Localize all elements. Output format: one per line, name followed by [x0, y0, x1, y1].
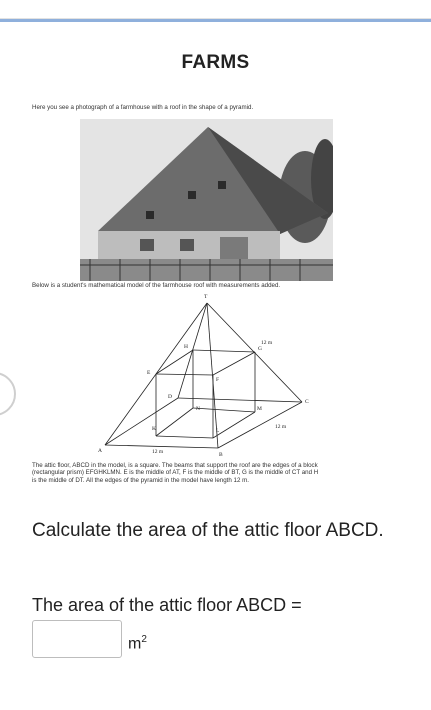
- length-right: 12 m: [275, 424, 287, 430]
- pyramid-model-diagram: [90, 290, 330, 458]
- side-nav-circle[interactable]: [0, 372, 16, 416]
- label-G: G: [258, 346, 262, 352]
- question-text: Calculate the area of the attic floor ABCD.: [32, 520, 384, 541]
- model-intro-text: Below is a student's mathematical model of the farmhouse roof with measurements added.: [32, 282, 281, 289]
- label-L: L: [216, 428, 220, 434]
- unit-power: 2: [141, 634, 147, 645]
- label-B: B: [219, 452, 223, 458]
- label-F: F: [216, 377, 220, 383]
- label-H: H: [184, 344, 188, 350]
- label-T: T: [204, 294, 208, 300]
- label-E: E: [147, 370, 151, 376]
- answer-unit: [128, 634, 147, 653]
- answer-label: The area of the attic floor ABCD =: [32, 595, 302, 615]
- label-C: C: [305, 399, 309, 405]
- page-title: FARMS: [181, 52, 250, 73]
- label-M: M: [257, 406, 262, 412]
- farmhouse-photo: [80, 119, 333, 281]
- description-line-1: The attic floor, ABCD in the model, is a square. The beams that support the roof are the edges of a block: [32, 462, 318, 469]
- intro-text: Here you see a photograph of a farmhouse with a roof in the shape of a pyramid.: [32, 104, 254, 111]
- label-A: A: [98, 448, 102, 454]
- description-line-2: (rectangular prism) EFGHKLMN. E is the middle of AT, F is the middle of BT, G is the middle of CT and H: [32, 469, 319, 477]
- label-D: D: [168, 394, 172, 400]
- description-text: [32, 462, 402, 484]
- answer-input[interactable]: [32, 620, 122, 658]
- length-upper: 12 m: [261, 340, 273, 346]
- label-K: K: [152, 426, 156, 432]
- accent-line: [0, 19, 431, 22]
- label-N: N: [196, 406, 200, 412]
- top-bar: [0, 0, 431, 19]
- description-line-3: is the middle of DT. All the edges of the pyramid in the model have length 12 m.: [32, 476, 250, 484]
- length-bottom: 12 m: [152, 449, 164, 455]
- unit-base: m: [128, 635, 142, 653]
